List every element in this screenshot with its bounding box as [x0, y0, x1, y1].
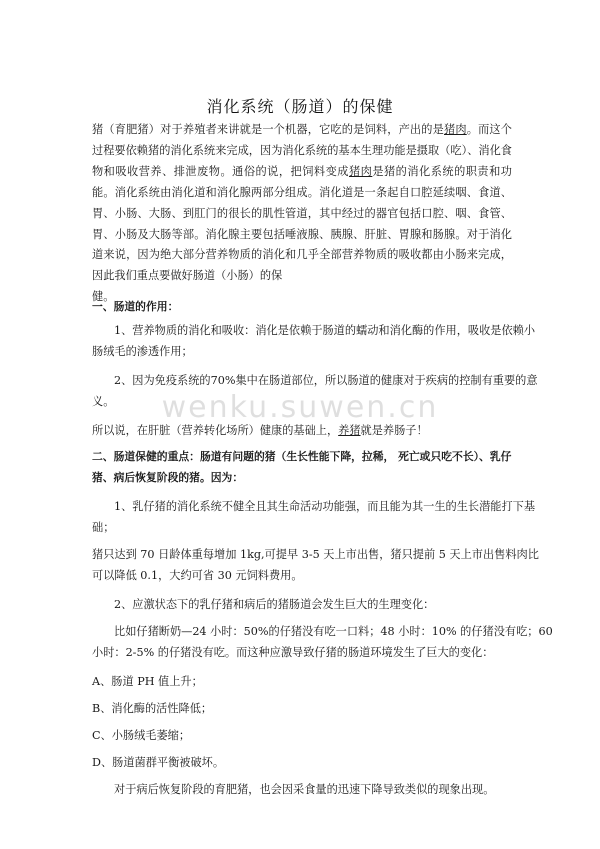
section2-item1-line3: 猪只达到 70 日龄体重每增加 1kg,可提早 3-5 天上市出售，猪只提前 5 天上市出售料肉比	[92, 548, 539, 561]
section2-example-line2: 小时：2-5% 的仔猪没有吃。而这种应激导致仔猪的肠道环境发生了巨大的变化：	[92, 646, 494, 659]
list-item-a: A、肠道 PH 值上升；	[92, 675, 203, 688]
conclusion-text: 所以说，在肝脏（营养转化场所）健康的基础上，	[92, 424, 339, 437]
section2-last-line: 对于病后恢复阶段的育肥猪，也会因采食量的迅速下降导致类似的现象出现。	[114, 783, 495, 796]
section2-example-line1: 比如仔猪断奶—24 小时：50%的仔猪没有吃一口料；48 小时：10% 的仔猪没有吃；60	[114, 625, 553, 638]
conclusion-text-end: 就是养肠子！	[360, 424, 428, 437]
intro-text-end: 健。	[92, 290, 115, 304]
page-title: 消化系统（肠道）的保健	[206, 97, 394, 116]
section2-item1-line2: 础；	[92, 521, 115, 534]
watermark: wenku.suwen.cn	[161, 390, 439, 425]
intro-text-1: 猪（育肥猪）对于养殖者来讲就是一个机器，它吃的是饲料，产出的是	[92, 123, 444, 136]
list-item-d: D、肠道菌群平衡被破坏。	[92, 756, 225, 769]
intro-text-3: 是猪的消化系统的职责和功能。消化系统由消化道和消化腺两部分组成。消化道是一条起自口腔延续咽、食道、胃、小肠、大肠、到肛门的很长的肌性管道，其中经过的器官包括口腔、咽、食管、胃、小肠及大肠等部。消化腺主要包括唾液腺、胰腺、肝脏、胃腺和肠腺。对于消化道来说，因为绝大部分营养物质的消化和几乎全部营养物质的吸收都由小肠来完成，因此我们重点要做好肠道（小肠）的保	[92, 164, 512, 283]
section2-item1-line1: 1、乳仔猪的消化系统不健全且其生命活动功能强，而且能为其一生的生长潜能打下基	[114, 500, 536, 513]
intro-paragraph	[92, 120, 512, 308]
section1-item2-line2: 义。	[92, 395, 115, 408]
underlined-term: 猪肉	[444, 123, 467, 136]
intro-text-2: 。而这个过程要依赖猪的消化系统来完成，因为消化系统的基本生理功能是摄取（吃）、消化食物和吸收营养、排泄废物。通俗的说，把饲料变成	[92, 123, 512, 178]
list-item-c: C、小肠绒毛萎缩；	[92, 729, 191, 742]
section1-item2-line1: 2、因为免疫系统的70%集中在肠道部位，所以肠道的健康对于疾病的控制有重要的意	[114, 374, 538, 387]
section2-heading-line2: 猪、病后恢复阶段的猪。因为：	[92, 471, 244, 484]
section1-item1-line1: 1、营养物质的消化和吸收：消化是依赖于肠道的蠕动和消化酶的作用，吸收是依赖小	[114, 324, 536, 337]
underlined-term: 养猪	[338, 424, 361, 437]
underlined-term: 猪肉	[348, 164, 373, 178]
section1-item1-line2: 肠绒毛的渗透作用；	[92, 345, 193, 358]
section2-heading-line1: 二、肠道保健的重点：肠道有问题的猪（生长性能下降，拉稀， 死亡或只吃不长）、乳仔	[92, 450, 512, 463]
section2-item1-line4: 可以降低 0.1，大约可省 30 元饲料费用。	[92, 569, 303, 582]
section1-heading: 一、肠道的作用：	[92, 300, 179, 313]
list-item-b: B、消化酶的活性降低；	[92, 702, 213, 715]
section2-item2: 2、应激状态下的乳仔猪和病后的猪肠道会发生巨大的生理变化：	[114, 598, 435, 611]
